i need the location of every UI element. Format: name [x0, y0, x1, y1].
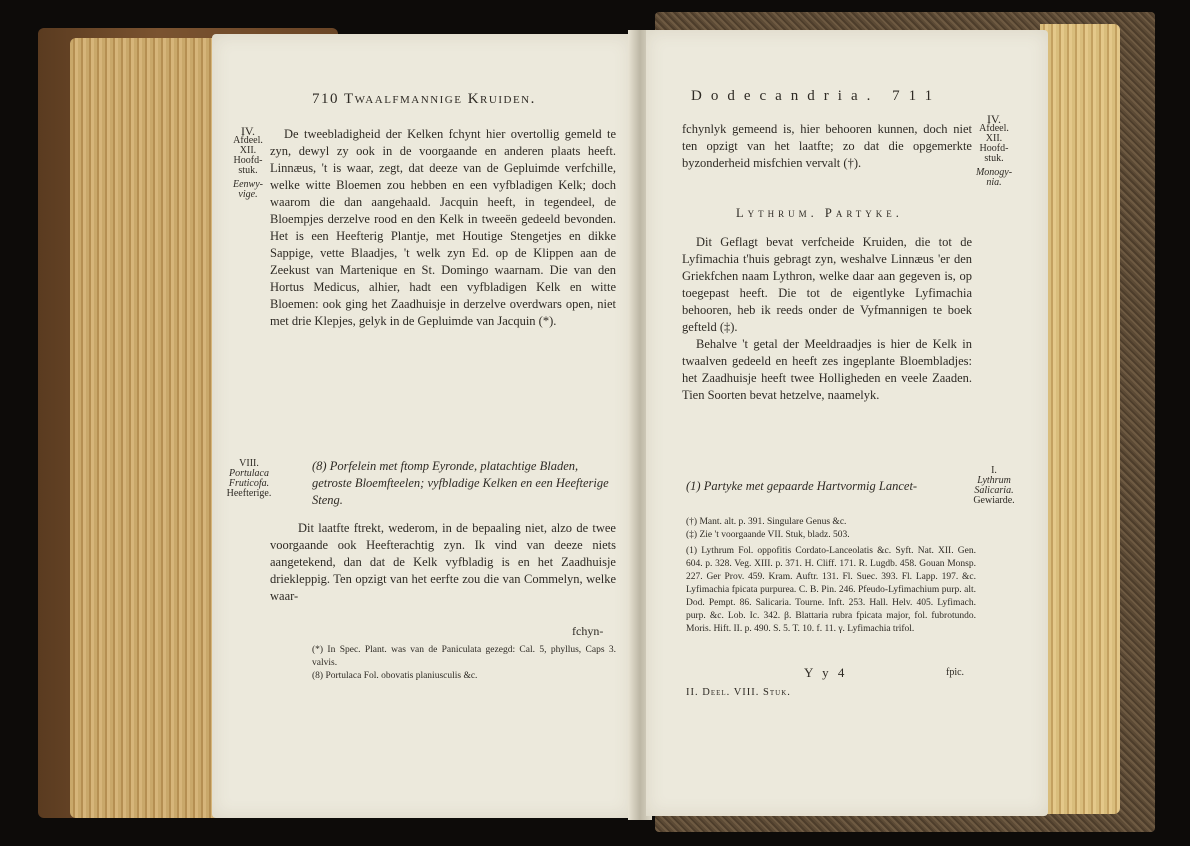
left-page [212, 34, 632, 818]
right-paragraph-1 [682, 121, 972, 172]
left-paragraph-2 [270, 520, 616, 605]
left-footnotes [312, 644, 616, 683]
left-paragraph-1 [270, 126, 616, 330]
margin-line: I. [991, 465, 997, 476]
margin-line: Salicaria. [974, 485, 1014, 496]
margin-line: nia. [986, 177, 1002, 188]
margin-line: IV. [986, 112, 1002, 126]
right-page-header: Dodecandria. 711 [691, 88, 942, 104]
paragraph-text: fchynlyk gemeend is, hier behooren kunnen, doch niet ten opzigt van het laatfte; zo dat die opgemerkte byzonderheid misfchien vervalt (†). [682, 122, 972, 170]
footnote: (8) Portulaca Fol. obovatis planiusculis &c. [312, 671, 478, 681]
left-species-title: (8) Porfelein met ftomp Eyronde, platachtige Bladen, getroste Bloemfteelen; vyfbladige Kelken en een Heefterige Steng. [312, 459, 609, 507]
margin-line: Lythrum [977, 475, 1011, 486]
left-page-header: 710 Twaalfmannige Kruiden. [312, 91, 536, 107]
margin-line: VIII. [239, 458, 259, 469]
paragraph-text: Behalve 't getal der Meeldraadjes is hier de Kelk in twaalven gedeeld en heeft zes ingeplante Bloembladjes: het Zaadhuisje heeft twee Holligheden en veele Zaaden. Tien Soorten bevat hetzelve, naamelyk. [682, 337, 972, 402]
right-margin-species [966, 466, 1022, 506]
left-margin-section [228, 126, 268, 200]
right-page [646, 30, 1048, 816]
margin-line: stuk. [238, 165, 258, 176]
margin-line: Hoofd- [979, 143, 1009, 154]
margin-line: stuk. [984, 153, 1004, 164]
paragraph-text: De tweebladigheid der Kelken fchynt hier overtollig gemeld te zyn, dewyl zy ook in de voorgaande en anderen plaats heeft. Linnæus, 't is waar, zegt, dat deeze van de Gepluimde verfchille, welke witte Bloemen zou hebben en een vyfbladigen Kelk; doch waarom die dan aangehaald. Jacquin heeft, in tegendeel, de Bloempjes derzelve rood en den Kelk in tweeën gedeeld bevonden. Het is een Heefterig Plantje, met Houtige Stengetjes en dikke Sappige, vette Blaadjes, 't welk zyn Ed. op de Klippen aan de Zeekust van Martenique en St. Domingo waarnam. Die van den Hortus Medicus, alhier, hadt een vyfbladigen Kelk en witte Bloemen: ook ging het Zaadhuisje in derzelve overdwars open, niet met drie Klepjes, gelyk in de Gepluimde van Jacquin (*). [270, 127, 616, 328]
margin-line: Hoofd- [233, 155, 263, 166]
margin-line: Portulaca [229, 468, 269, 479]
genus-title: Lythrum. Partyke. [736, 206, 903, 220]
footnote: (‡) Zie 't voorgaande VII. Stuk, bladz. 503. [686, 530, 850, 540]
margin-line: Fruticofa. [228, 478, 270, 489]
footnote: (*) In Spec. Plant. was van de Paniculata gezegd: Cal. 5, phyllus, Caps 3. valvis. [312, 645, 616, 668]
margin-line: Heefterige. [226, 488, 272, 499]
left-catchword: fchyn- [572, 624, 604, 638]
footnote: (1) Lythrum Fol. oppofitis Cordato-Lanceolatis &c. Syft. Nat. XII. Gen. 604. p. 328. Veg. XIII. p. 371. H. Cliff. 171. R. Lugdb. 458. Gouan Monsp. 227. Ger Prov. 459. Kram. Auftr. 131. Fl. Suec. 393. Fl. Lapp. 197. &c. Lyfimachia fpicata purpurea. C. B. Pin. 246. Pfeudo-Lyfimachium purp. alt. Dod. Pempt. 86. Salicaria. Tourne. Inft. 253. Hall. Helv. 405. Lyfimach. purp. &c. Lob. Ic. 342. β. Blattaria rubra fpicata major, fol. fubrotundo. Moris. Hift. II. p. 490. S. 5. T. 10. f. 11. γ. Lyfimachia trifol. [686, 546, 976, 634]
margin-line: Afdeel. [979, 123, 1009, 134]
margin-line: Eenwy- [233, 179, 263, 190]
margin-line: XII. [985, 133, 1003, 144]
right-paragraph-2 [682, 234, 972, 404]
right-species-title: (1) Partyke met gepaarde Hartvormig Lancet- [686, 479, 918, 493]
margin-line: Monogy- [975, 167, 1013, 178]
footnote: (†) Mant. alt. p. 391. Singulare Genus &c. [686, 517, 847, 527]
page-edges-right [1040, 24, 1120, 814]
right-catchword: fpic. [946, 667, 965, 678]
left-margin-species [226, 459, 272, 499]
right-margin-section [974, 114, 1014, 188]
margin-line: vige. [238, 189, 258, 200]
margin-line: XII. [239, 145, 257, 156]
right-footnotes [686, 516, 976, 636]
paragraph-text: Dit Geflagt bevat verfcheide Kruiden, die tot de Lyfimachia t'huis gebragt zyn, weshalve Linnæus 'er den Griekfchen naam Lythron, welke daar aan gegeven is, op toegepast heeft. Die tot de eigentlyke Lyfimachia behooren, heb ik reeds onder de Vyfmannigen te boek gefteld (‡). [682, 235, 972, 334]
signature-mark: Y y 4 [804, 665, 848, 680]
right-page-footer: II. Deel. VIII. Stuk. [686, 687, 791, 698]
margin-line: Gewiarde. [973, 495, 1015, 506]
margin-line: Afdeel. [233, 135, 263, 146]
page-edges-left [70, 38, 220, 818]
margin-line: IV. [240, 124, 256, 138]
paragraph-text: Dit laatfte ftrekt, wederom, in de bepaaling niet, alzo de twee voorgaande ook Heefterachtig zyn. Ik vind van deeze niets aangetekend, dan dat de Kelk vyfbladig is en het Zaadhuisje driekleppig. Ten opzigt van het eerfte zou die van Commelyn, welke waar- [270, 521, 616, 603]
